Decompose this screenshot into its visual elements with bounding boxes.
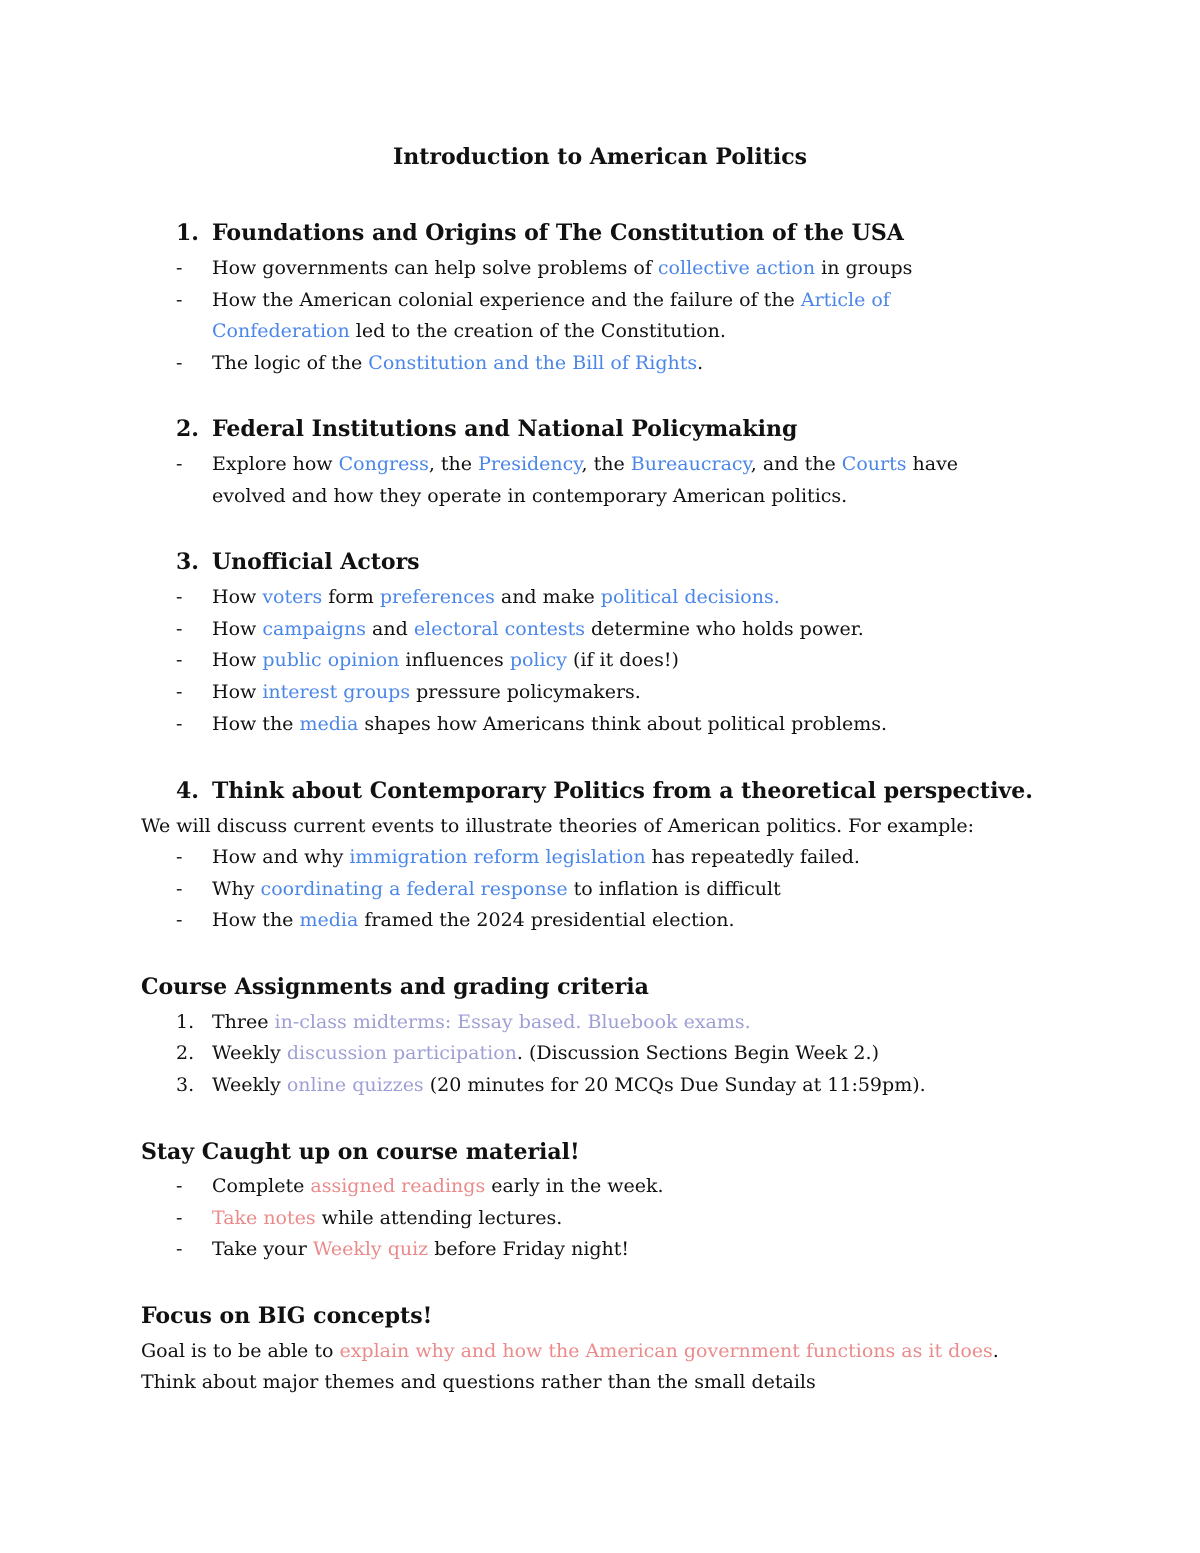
highlighted-term: Article of	[800, 289, 890, 311]
highlighted-term: policy	[509, 649, 567, 671]
text-segment: pressure policymakers.	[410, 681, 641, 703]
highlighted-term: media	[299, 909, 359, 931]
text-segment: How	[212, 649, 263, 671]
assignment-item	[212, 1070, 926, 1100]
bullet-dash: -	[176, 878, 183, 900]
text-segment: , the	[428, 453, 479, 475]
highlighted-term: Confederation	[212, 320, 350, 342]
highlighted-term: Take notes	[212, 1207, 316, 1229]
assignment-item	[212, 1007, 751, 1037]
text-segment: How	[212, 618, 263, 640]
highlighted-term: campaigns	[262, 618, 367, 640]
highlighted-term: preferences	[379, 586, 495, 608]
section-heading	[176, 775, 1033, 807]
text-segment: to inflation is difficult	[567, 878, 781, 900]
section-number: 1.	[176, 220, 199, 246]
text-segment: while attending lectures.	[315, 1207, 563, 1229]
stay-bullet	[212, 1203, 562, 1233]
text-segment: determine who holds power.	[584, 618, 864, 640]
document-title: Introduction to American Politics	[392, 144, 808, 170]
text-segment: and	[366, 618, 414, 640]
bullet-dash: -	[176, 289, 183, 311]
highlighted-term: explain why and how the American government functions as it does	[339, 1340, 993, 1362]
section-title: Unofficial Actors	[212, 549, 420, 575]
text-segment: has repeatedly failed.	[645, 846, 860, 868]
bullet-dash: -	[176, 846, 183, 868]
bullet-text	[212, 905, 735, 935]
highlighted-term: public opinion	[262, 649, 400, 671]
text-segment: Explore how	[212, 453, 339, 475]
section-number: 3.	[176, 549, 199, 575]
bullet-text	[212, 874, 781, 904]
text-segment: .	[697, 352, 704, 374]
text-segment: Goal is to be able to	[141, 1340, 340, 1362]
bullet-dash: -	[176, 681, 183, 703]
section-heading	[176, 413, 797, 445]
highlighted-term: electoral contests	[413, 618, 585, 640]
text-segment: How the American colonial experience and the failure of the	[212, 289, 801, 311]
text-segment: . (Discussion Sections Begin Week 2.)	[516, 1042, 879, 1064]
section-heading	[176, 217, 904, 249]
text-segment: How and why	[212, 846, 350, 868]
bullet-text	[212, 709, 887, 739]
highlighted-term: Presidency	[478, 453, 582, 475]
text-segment: , the	[581, 453, 631, 475]
stay-bullet	[212, 1171, 664, 1201]
focus-heading: Focus on BIG concepts!	[141, 1303, 433, 1329]
bullet-text	[212, 582, 780, 612]
bullet-text	[212, 677, 641, 707]
bullet-dash: -	[176, 1238, 183, 1260]
bullet-text	[212, 842, 860, 872]
bullet-dash: -	[176, 1207, 183, 1229]
highlighted-term: in-class midterms: Essay based. Bluebook exams.	[274, 1011, 751, 1033]
text-segment: Three	[212, 1011, 275, 1033]
assignment-number: 2.	[176, 1042, 195, 1064]
highlighted-term: Courts	[841, 453, 907, 475]
highlighted-term: assigned readings	[310, 1175, 486, 1197]
text-segment: in groups	[815, 257, 913, 279]
stay-heading: Stay Caught up on course material!	[141, 1139, 580, 1165]
highlighted-term: immigration reform legislation	[349, 846, 646, 868]
assignment-number: 1.	[176, 1011, 195, 1033]
assignment-number: 3.	[176, 1074, 195, 1096]
text-segment: have	[906, 453, 959, 475]
text-segment: and make	[494, 586, 601, 608]
highlighted-term: collective action	[657, 257, 816, 279]
highlighted-term: online quizzes	[286, 1074, 424, 1096]
highlighted-term: Constitution and the Bill of Rights	[368, 352, 698, 374]
highlighted-term: Weekly quiz	[312, 1238, 429, 1260]
bullet-dash: -	[176, 713, 183, 735]
text-segment: The logic of the	[212, 352, 369, 374]
highlighted-term: discussion participation	[286, 1042, 517, 1064]
stay-bullet	[212, 1234, 629, 1264]
bullet-dash: -	[176, 909, 183, 931]
highlighted-term: Bureaucracy	[630, 453, 751, 475]
text-segment: (20 minutes for 20 MCQs Due Sunday at 11:59pm).	[423, 1074, 926, 1096]
assignments-heading: Course Assignments and grading criteria	[141, 974, 649, 1000]
text-segment: before Friday night!	[428, 1238, 630, 1260]
bullet-text	[212, 253, 912, 283]
section-heading	[176, 546, 420, 578]
assignment-item	[212, 1038, 879, 1068]
text-segment: led to the creation of the Constitution.	[349, 320, 726, 342]
highlighted-term: interest groups	[262, 681, 411, 703]
focus-line	[141, 1336, 999, 1366]
highlighted-term: media	[299, 713, 359, 735]
text-segment: shapes how Americans think about political problems.	[358, 713, 888, 735]
text-segment: Weekly	[212, 1074, 287, 1096]
bullet-dash: -	[176, 257, 183, 279]
bullet-text	[212, 449, 958, 479]
text-segment: .	[992, 1340, 999, 1362]
bullet-text	[212, 348, 703, 378]
focus-line	[141, 1367, 816, 1397]
highlighted-term: political decisions.	[600, 586, 780, 608]
highlighted-term: voters	[262, 586, 323, 608]
highlighted-term: coordinating a federal response	[260, 878, 568, 900]
text-segment: Think about major themes and questions rather than the small details	[141, 1371, 816, 1393]
bullet-dash: -	[176, 1175, 183, 1197]
text-segment: (if it does!)	[566, 649, 679, 671]
bullet-text	[212, 316, 726, 346]
text-segment: Weekly	[212, 1042, 287, 1064]
text-segment: How	[212, 681, 263, 703]
text-segment: Take your	[212, 1238, 313, 1260]
section-title: Foundations and Origins of The Constitution of the USA	[212, 220, 904, 246]
bullet-text	[212, 481, 847, 511]
bullet-text	[212, 285, 890, 315]
bullet-dash: -	[176, 649, 183, 671]
text-segment: How	[212, 586, 263, 608]
text-segment: , and the	[750, 453, 842, 475]
section-title: Federal Institutions and National Policymaking	[212, 416, 798, 442]
section-number: 4.	[176, 778, 199, 804]
text-segment: How the	[212, 713, 300, 735]
text-segment: evolved and how they operate in contemporary American politics.	[212, 485, 848, 507]
text-segment: How the	[212, 909, 300, 931]
text-segment: form	[322, 586, 380, 608]
text-segment: early in the week.	[485, 1175, 664, 1197]
bullet-dash: -	[176, 453, 183, 475]
bullet-text	[212, 614, 864, 644]
text-segment: influences	[399, 649, 510, 671]
text-segment: framed the 2024 presidential election.	[358, 909, 735, 931]
bullet-text	[212, 645, 679, 675]
text-segment: Why	[212, 878, 261, 900]
text-segment: How governments can help solve problems of	[212, 257, 658, 279]
section-title: Think about Contemporary Politics from a theoretical perspective.	[212, 778, 1033, 804]
bullet-dash: -	[176, 352, 183, 374]
text-segment: Complete	[212, 1175, 311, 1197]
highlighted-term: Congress	[338, 453, 429, 475]
section-intro: We will discuss current events to illustrate theories of American politics. For example:	[141, 815, 975, 837]
section-number: 2.	[176, 416, 199, 442]
bullet-dash: -	[176, 586, 183, 608]
bullet-dash: -	[176, 618, 183, 640]
